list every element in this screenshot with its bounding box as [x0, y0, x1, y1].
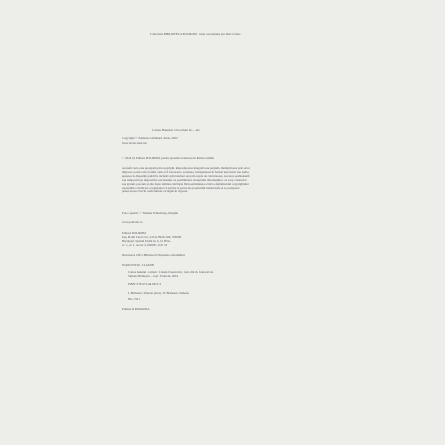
legal-line: sau temporară pe dispozitive sau sisteme cu posibilitatea recuperării informațiilor, cu scop comercial [122, 177, 247, 182]
legal-line: Această carte este protejată prin copyright. Reproducerea integrală sau parțială, multiplicarea prin orice [122, 166, 250, 170]
polirom-copyright: © 2024 by Editura POLIROM, pentru prezenta traducere în limba română [122, 156, 214, 160]
publisher-address [122, 232, 181, 248]
publisher-line: București, Splaiul Unirii nr. 6, bl. B3A, [122, 238, 171, 243]
legal-line: sau gratuit, precum și alte fapte similare săvârșite fără permisiunea scrisă a deținătorului copyrightului [122, 181, 249, 186]
publisher-line: sc. 1, et. 1, sector 4, 040031, O.P. 53 [122, 242, 168, 247]
publisher-name: Editura POLIROM [122, 231, 146, 235]
original-copyright: Copyright © Editions Gallimard, Paris, 2022 [122, 136, 178, 140]
cover-credit: Foto copertă: © Thomas Winterberg, Imagini [122, 211, 179, 215]
cip-heading: Descrierea CIP a Bibliotecii Naționale a României: [122, 253, 186, 257]
printed-in: Printed in ROMANIA [122, 307, 150, 311]
isbn: ISBN: 978-973-46-9913-3 [128, 282, 161, 286]
udc-code: 821.133.1 [128, 297, 141, 301]
legal-line: reprezintă o încălcare a legislației cu privire la protecția proprietății intelectuale și se pedepsesc [122, 185, 240, 190]
cip-entries: I. Brânzaru, Simona (trad.). II. Brânzaru, Simona [128, 291, 189, 295]
cip-translator: Simona Brânzaru. – Iași : Polirom, 2024 [128, 274, 179, 278]
legal-notice [122, 167, 250, 194]
series-line: Collection BIBLIOTECA POLIROM · série coordonnée par Dan Cristea [150, 32, 241, 36]
legal-line: mijloace și sub orice formă, cum ar fi xeroxarea, scanarea, transpunerea în format electronic sau audio, [122, 169, 250, 174]
legal-line: punerea la dispoziția publică, inclusiv prin internet sau prin rețele de calculatoare, stocarea permanentă [122, 173, 250, 178]
rights-reserved: Tous droits réservés [122, 141, 147, 145]
website: www.polirom.ro [122, 220, 143, 224]
publisher-line: Iași, B-dul Carol I nr. 4; P.O. BOX 266, 700506 [122, 234, 182, 239]
legal-line: penal și/sau civil în conformitate cu legile în vigoare. [122, 189, 188, 194]
original-title: Cartea Hanului. Un roman în ... ale [152, 128, 200, 132]
cip-title: Cartea hanului : roman / Claude Ivanoviciu ; trad. din lb. franceză de [128, 270, 214, 274]
cip-author: IVANOVICIU, CLAUDE [122, 263, 155, 267]
